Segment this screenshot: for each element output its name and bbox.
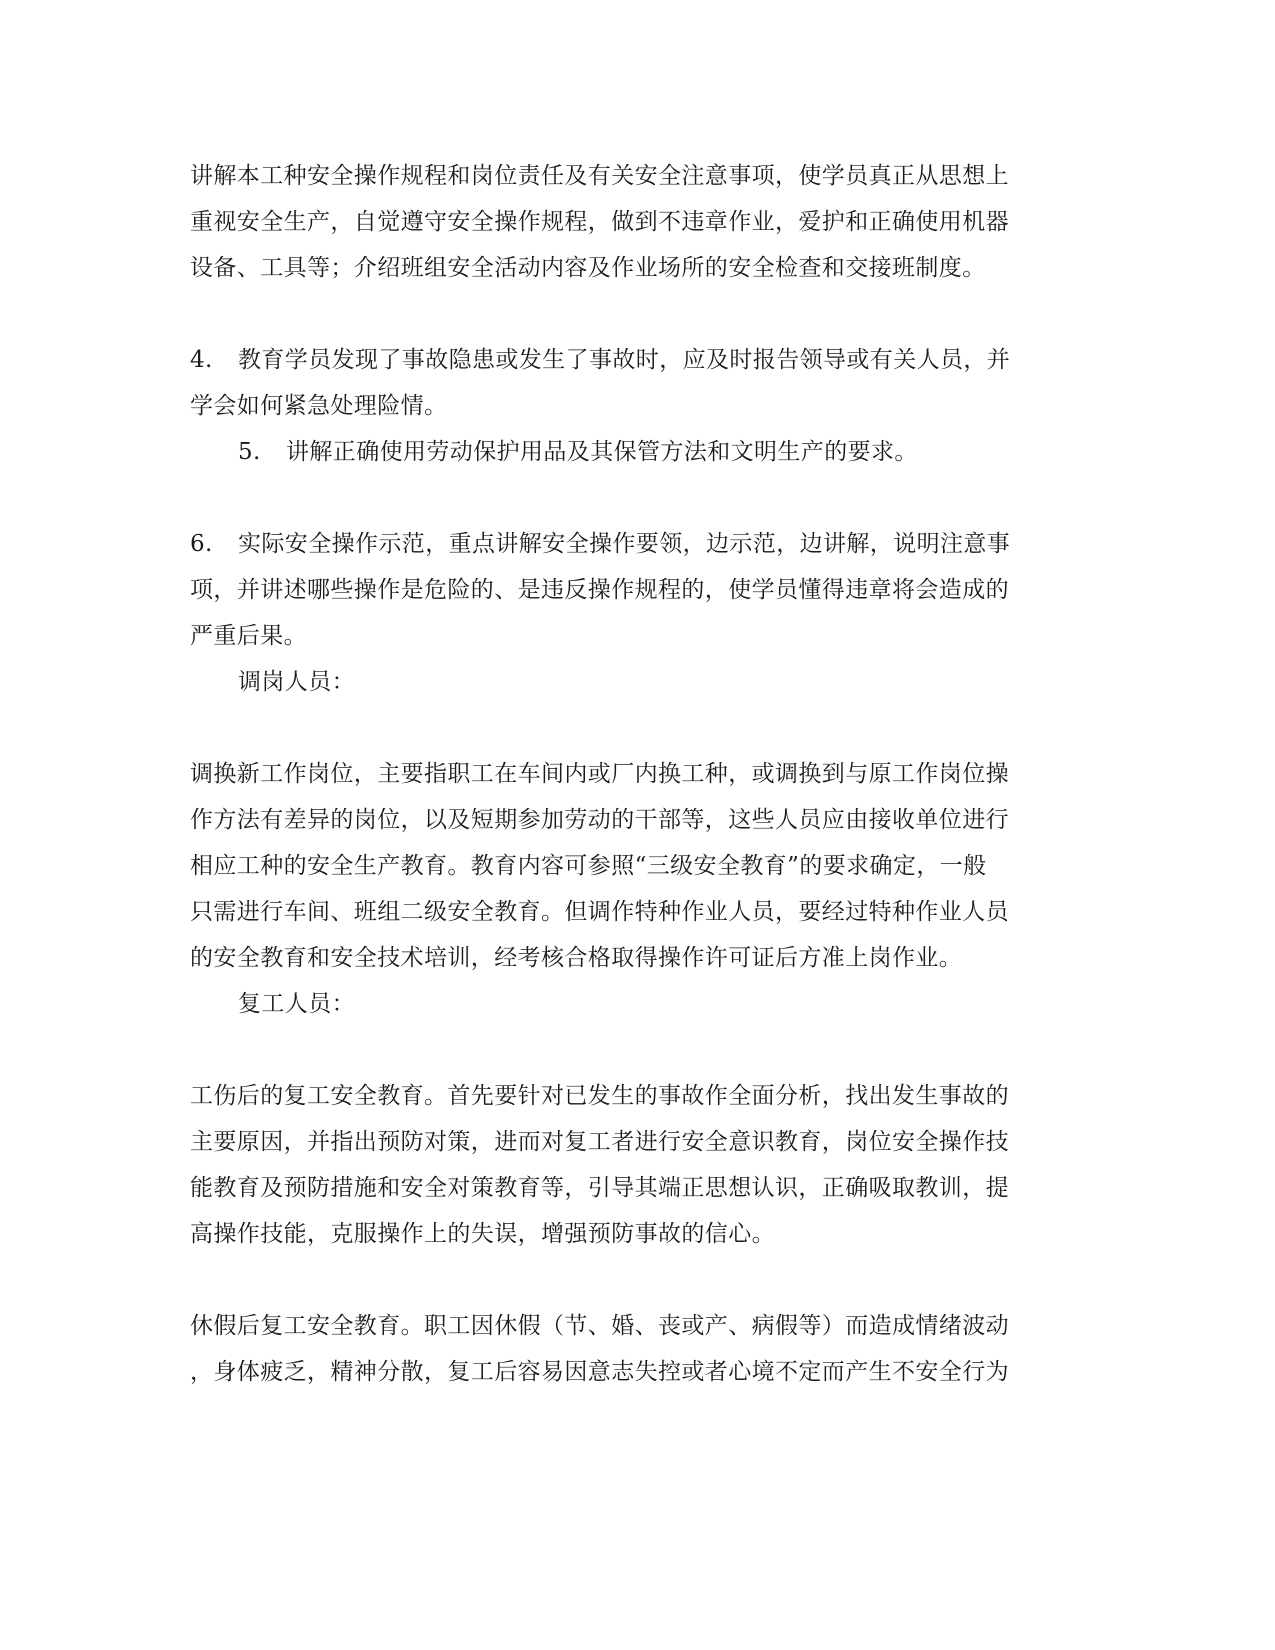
paragraph-line: ，身体疲乏，精神分散，复工后容易因意志失控或者心境不定而产生不安全行为 [190, 1359, 1009, 1385]
paragraph-line: 相应工种的安全生产教育。教育内容可参照“三级安全教育”的要求确定，一般 [190, 853, 987, 879]
list-item-5 [238, 437, 1118, 467]
paragraph-line: 高操作技能，克服操作上的失误，增强预防事故的信心。 [190, 1221, 775, 1247]
list-item-text: 讲解正确使用劳动保护用品及其保管方法和文明生产的要求。 [286, 439, 918, 465]
list-item-6 [190, 529, 1070, 559]
list-item-4 [190, 345, 1070, 375]
paragraph-line: 休假后复工安全教育。职工因休假（节、婚、丧或产、病假等）而造成情绪波动 [190, 1313, 1009, 1339]
section-heading-return: 复工人员： [238, 991, 355, 1017]
paragraph-line: 只需进行车间、班组二级安全教育。但调作特种作业人员，要经过特种作业人员 [190, 899, 1009, 925]
list-item-text: 教育学员发现了事故隐患或发生了事故时，应及时报告领导或有关人员，并 [238, 347, 1011, 373]
paragraph-line: 调换新工作岗位，主要指职工在车间内或厂内换工种，或调换到与原工作岗位操 [190, 761, 1009, 787]
list-number: 6. [190, 531, 213, 557]
paragraph-line: 学会如何紧急处理险情。 [190, 393, 448, 419]
list-number: 5. [238, 439, 261, 465]
paragraph-line: 主要原因，并指出预防对策，进而对复工者进行安全意识教育，岗位安全操作技 [190, 1129, 1009, 1155]
paragraph-line: 设备、工具等；介绍班组安全活动内容及作业场所的安全检查和交接班制度。 [190, 255, 986, 281]
paragraph-line: 重视安全生产，自觉遵守安全操作规程，做到不违章作业，爱护和正确使用机器 [190, 209, 1009, 235]
list-number: 4. [190, 347, 213, 373]
paragraph-line: 能教育及预防措施和安全对策教育等，引导其端正思想认识，正确吸取教训，提 [190, 1175, 1009, 1201]
paragraph-line: 作方法有差异的岗位，以及短期参加劳动的干部等，这些人员应由接收单位进行 [190, 807, 1009, 833]
paragraph-line: 严重后果。 [190, 623, 307, 649]
paragraph-line: 工伤后的复工安全教育。首先要针对已发生的事故作全面分析，找出发生事故的 [190, 1083, 1009, 1109]
paragraph-line: 讲解本工种安全操作规程和岗位责任及有关安全注意事项，使学员真正从思想上 [190, 163, 1009, 189]
paragraph-line: 的安全教育和安全技术培训，经考核合格取得操作许可证后方准上岗作业。 [190, 945, 963, 971]
paragraph-line: 项，并讲述哪些操作是危险的、是违反操作规程的，使学员懂得违章将会造成的 [190, 577, 1009, 603]
list-item-text: 实际安全操作示范，重点讲解安全操作要领，边示范，边讲解，说明注意事 [238, 531, 1011, 557]
section-heading-transfer: 调岗人员： [238, 669, 355, 695]
